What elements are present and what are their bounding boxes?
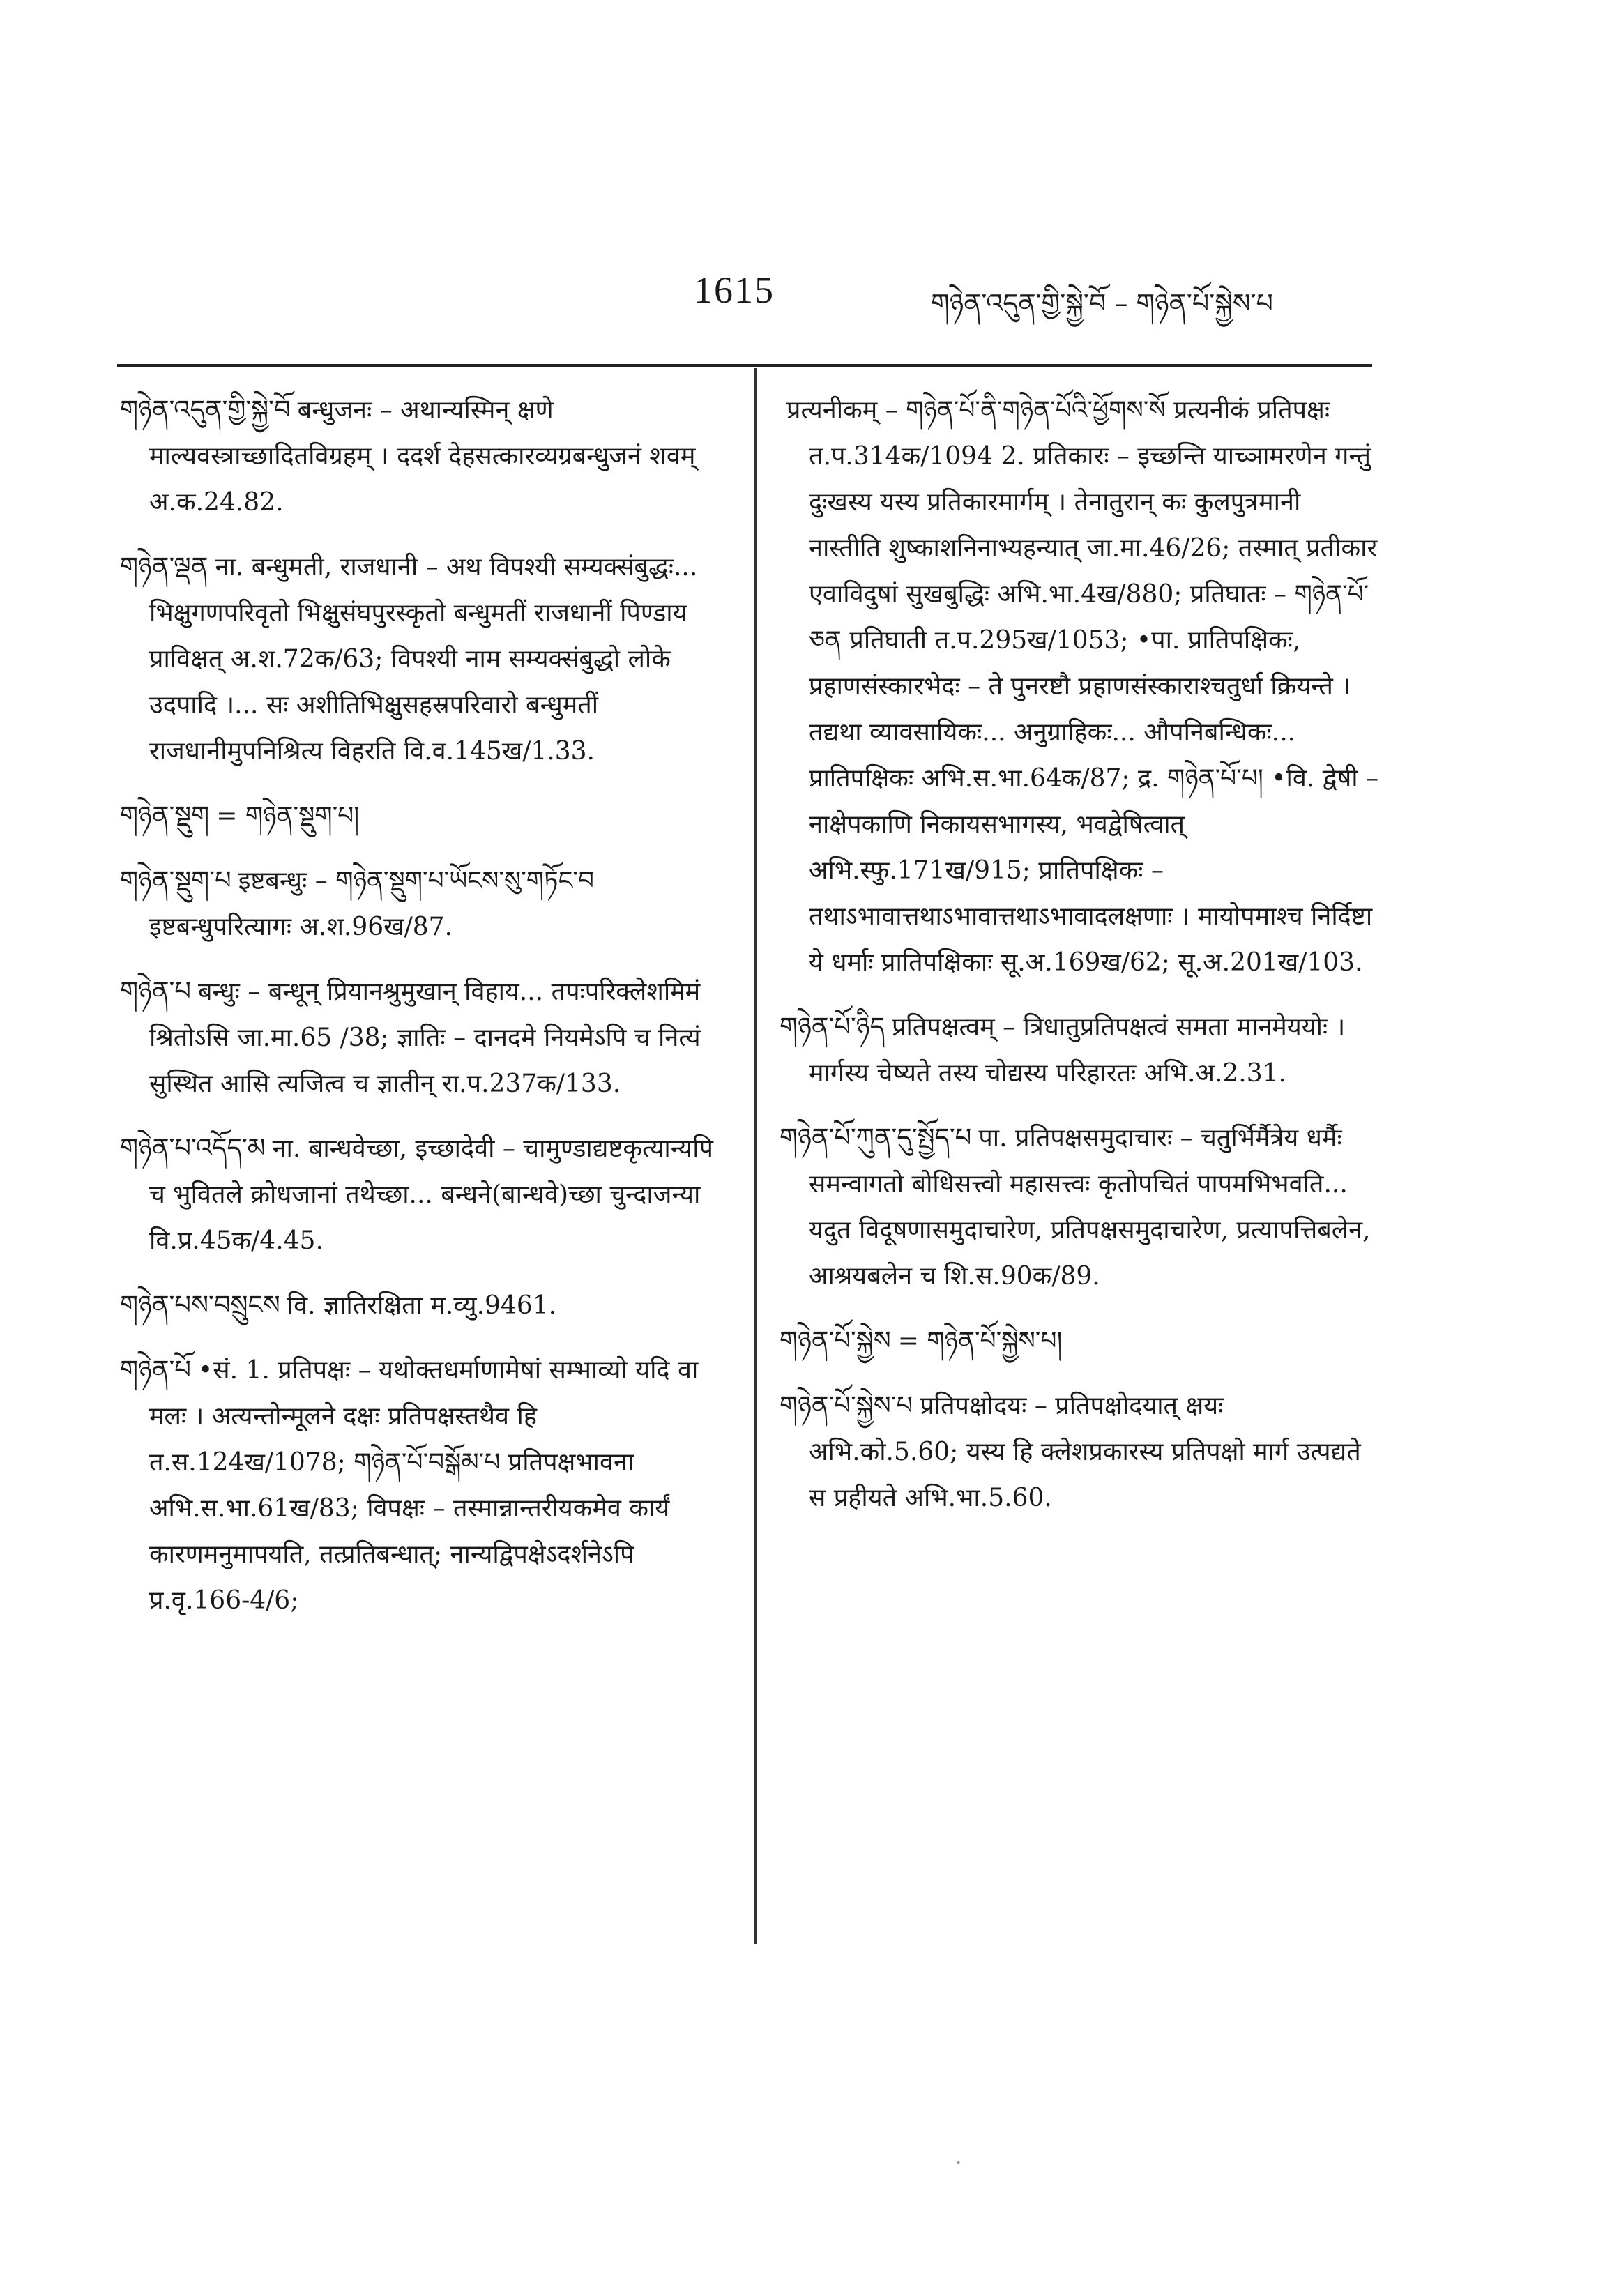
running-head: གཉེན་འདུན་གྱི་སྐྱེ་བོ – གཉེན་པོ་སྐྱེས་པ [931,288,1273,319]
right-column [780,387,1379,1539]
dictionary-entry [780,1115,1379,1300]
entry-text: प्रत्यनीकम् – གཉེན་པོ་ནི་གཉེན་པོའི་ཕྱོགས་སོ प्रत्यनीकं प्रतिपक्षः त.प.314क/1094 2. प्रतिकारः – इच्छन्ति याच्ञामरणेन गन्तुं दुःखस्य यस्य प्रतिकारमार्गम् । तेनातुरान् कः कुलपुत्रमानी नास्तीति शुष्काशनिनाभ्यहन्यात् जा.मा.46/26; तस्मात् प्रतीकार एवाविदुषां सुखबुद्धिः अभि.भा.4ख/880; प्रतिघातः – གཉེན་པོ་ཅན प्रतिघाती त.प.295ख/1053; •पा. प्रातिपक्षिकः, प्रहाणसंस्कारभेदः – ते पुनरष्टौ प्रहाणसंस्काराश्चतुर्धा क्रियन्ते । तद्यथा व्यावसायिकः... अनुग्राहिकः... औपनिबन्धिकः... प्रातिपक्षिकः अभि.स.भा.64क/87; द्र. གཉེན་པོ་པ། •वि. द्वेषी – नाक्षेपकाणि निकायसभागस्य, भवद्वेषित्वात् अभि.स्फु.171ख/915; प्रातिपक्षिकः – तथाऽभावात्तथाऽभावात्तथाऽभावादलक्षणाः । मायोपमाश्च निर्दिष्टा ये धर्माः प्रातिपक्षिकाः सू.अ.169ख/62; सू.अ.201ख/103. [786,396,1379,977]
column-divider [754,368,757,1944]
dictionary-entry-continued [780,387,1379,986]
dictionary-entry [780,1318,1379,1364]
entry-headword: གཉེན་པས་བསྲུངས [120,1290,280,1320]
scan-speck: · [955,2151,962,2175]
entry-text: = གཉེན་སྡུག་པ། [216,802,360,830]
entry-text: बन्धुजनः – अथान्यस्मिन् क्षणे माल्यवस्त्राच्छादितविग्रहम् । ददर्श देहसत्कारव्यग्रबन्धुजनं शवम् अ.क.24.82. [149,396,696,517]
entry-text: = གཉེན་པོ་སྐྱེས་པ། [897,1327,1063,1355]
dictionary-entry [120,793,720,839]
entry-headword: གཉེན་པ [120,976,192,1006]
entry-headword: གཉེན་པ་འདོད་མ [120,1133,266,1163]
entry-headword: གཉེན་པོ་ཉིད [780,1012,885,1042]
entry-headword: གཉེན་འདུན་གྱི་སྐྱེ་བོ [120,395,291,425]
entry-headword: གཉེན་ལྡན [120,552,208,581]
entry-text: ना. बान्धवेच्छा, इच्छादेवी – चामुण्डाद्यष्टकृत्यान्यपि च भुवितले क्रोधजानां तथेच्छा... बन्धने(बान्धवे)च्छा चुन्दाजन्या वि.प्र.45क/4.45. [149,1134,713,1255]
dictionary-entry [120,968,720,1107]
dictionary-entry [780,1383,1379,1521]
entry-text: प्रतिपक्षत्वम् – त्रिधातुप्रतिपक्षत्वं समता मानमेययोः । मार्गस्य चेष्यते तस्य चोद्यस्य परिहारतः अभि.अ.2.31. [809,1013,1346,1088]
entry-headword: གཉེན་པོ་སྐྱེས་པ [780,1390,913,1420]
entry-headword: གཉེན་པོ་སྐྱེས [780,1325,891,1355]
entry-text: वि. ज्ञातिरक्षिता म.व्यु.9461. [287,1291,557,1320]
left-column [120,387,720,1642]
dictionary-entry [120,1347,720,1624]
entry-text: इष्टबन्धुः – གཉེན་སྡུག་པ་ཡོངས་སུ་གཏོང་བ इष्टबन्धुपरित्यागः अ.श.96ख/87. [149,867,594,941]
entry-text: •सं. 1. प्रतिपक्षः – यथोक्तधर्माणामेषां सम्भाव्यो यदि वा मलः । अत्यन्तोन्मूलने दक्षः प्रतिपक्षस्तथैव हि त.स.124ख/1078; གཉེན་པོ་བསྒོམ་པ प्रतिपक्षभावना अभि.स.भा.61ख/83; विपक्षः – तस्मान्नान्तरीयकमेव कार्यं कारणमनुमापयति, तत्प्रतिबन्धात्; नान्यद्विपक्षेऽदर्शनेऽपि प्र.वृ.166-4/6; [149,1356,699,1615]
entry-text: ना. बन्धुमती, राजधानी – अथ विपश्यी सम्यक्संबुद्धः... भिक्षुगणपरिवृतो भिक्षुसंघपुरस्कृतो बन्धुमतीं राजधानीं पिण्डाय प्राविक्षत् अ.श.72क/63; विपश्यी नाम सम्यक्संबुद्धो लोके उदपादि ।... सः अशीतिभिक्षुसहस्रपरिवारो बन्धुमतीं राजधानीमुपनिश्रित्य विहरति वि.व.145ख/1.33. [149,553,698,766]
page-number: 1615 [694,269,775,311]
header-rule [117,364,1372,367]
dictionary-entry [120,387,720,526]
entry-text: प्रतिपक्षोदयः – प्रतिपक्षोदयात् क्षयः अभि.को.5.60; यस्य हि क्लेशप्रकारस्य प्रतिपक्षो मार्ग उत्पद्यते स प्रहीयते अभि.भा.5.60. [809,1392,1361,1512]
entry-text: बन्धुः – बन्धून् प्रियानश्रुमुखान् विहाय... तपःपरिक्लेशमिमं श्रितोऽसि जा.मा.65 /38; ज्ञातिः – दानदमे नियमेऽपि च नित्यं सुस्थित आसि त्यजित्व च ज्ञातीन् रा.प.237क/133. [149,978,701,1098]
entry-text: पा. प्रतिपक्षसमुदाचारः – चतुर्भिर्मैत्रेय धर्मैः समन्वागतो बोधिसत्त्वो महासत्त्वः कृतोपचितं पापमभिभवति... यदुत विदूषणासमुदाचारेण, प्रतिपक्षसमुदाचारेण, प्रत्यापत्तिबलेन, आश्रयबलेन च शि.स.90क/89. [809,1124,1371,1291]
dictionary-entry [120,1125,720,1264]
dictionary-entry [120,1282,720,1329]
dictionary-entry [780,1004,1379,1097]
entry-headword: གཉེན་སྡུག [120,800,210,830]
entry-headword: གཉེན་སྡུག་པ [120,865,231,895]
entry-headword: གཉེན་པོ [120,1355,192,1385]
entry-headword: གཉེན་པོ་ཀུན་དུ་སྤྱོད་པ [780,1123,972,1153]
dictionary-entry [120,858,720,950]
dictionary-entry [120,544,720,775]
page-header [0,268,1619,331]
